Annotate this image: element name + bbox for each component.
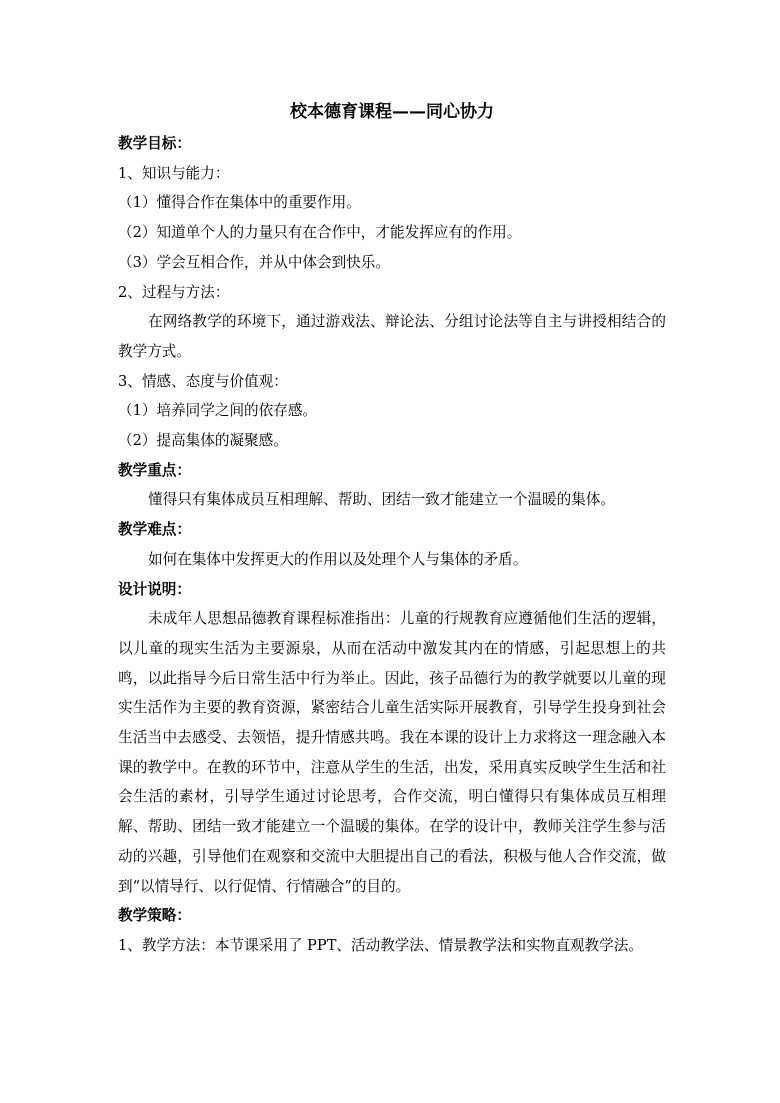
document-title: 校本德育课程——同心协力 — [290, 102, 494, 122]
goals-section-2-text: 在网络教学的环境下，通过游戏法、辩论法、分组讨论法等自主与讲授相结合的教学方式。 — [118, 313, 666, 360]
goals-section-1-title: 1、知识与能力： — [118, 164, 230, 182]
goals-section-1-item: （3）学会互相合作，并从中体会到快乐。 — [118, 253, 390, 271]
difficulties-heading: 教学难点： — [118, 521, 191, 539]
goals-section-2-title: 2、过程与方法： — [118, 283, 230, 301]
strategy-item-1: 1、教学方法：本节课采用了 PPT、活动教学法、情景教学法和实物直观教学法。 — [118, 936, 643, 954]
document-page — [118, 95, 666, 961]
difficulties-text: 如何在集体中发挥更大的作用以及处理个人与集体的矛盾。 — [148, 550, 528, 568]
strategy-heading: 教学策略： — [118, 907, 191, 925]
goals-section-1-item: （2）知道单个人的力量只有在合作中，才能发挥应有的作用。 — [118, 224, 522, 242]
design-heading: 设计说明： — [118, 580, 191, 598]
goals-section-3-item: （1）培养同学之间的依存感。 — [118, 402, 318, 420]
goals-section-3-item: （2）提高集体的凝聚感。 — [118, 432, 288, 450]
goals-section-1-item: （1）懂得合作在集体中的重要作用。 — [118, 194, 361, 212]
key-points-text: 懂得只有集体成员互相理解、帮助、团结一致才能建立一个温暖的集体。 — [148, 491, 616, 509]
design-text: 未成年人思想品德教育课程标准指出：儿童的行规教育应遵循他们生活的逻辑，以儿童的现实生活为主要源泉，从而在活动中激发其内在的情感，引起思想上的共鸣，以此指导今后日常生活中行为举止。因此，孩子品德行为的教学就要以儿童的现实生活作为主要的教育资源，紧密结合儿童生活实际开展教育，引导学生投身到社会生活当中去感受、去领悟，提升情感共鸣。我在本课的设计上力求将这一理念融入本课的教学中。在教的环节中，注意从学生的生活，出发，采用真实反映学生生活和社会生活的素材，引导学生通过讨论思考，合作交流，明白懂得只有集体成员互相理解、帮助、团结一致才能建立一个温暖的集体。在学的设计中，教师关注学生参与活动的兴趣，引导他们在观察和交流中大胆提出自己的看法，积极与他人合作交流，做到“以情导行、以行促情、行情融合”的目的。 — [118, 610, 666, 895]
goals-heading: 教学目标： — [118, 135, 191, 152]
key-points-heading: 教学重点： — [118, 461, 191, 479]
goals-section-3-title: 3、情感、态度与价值观： — [118, 372, 288, 390]
